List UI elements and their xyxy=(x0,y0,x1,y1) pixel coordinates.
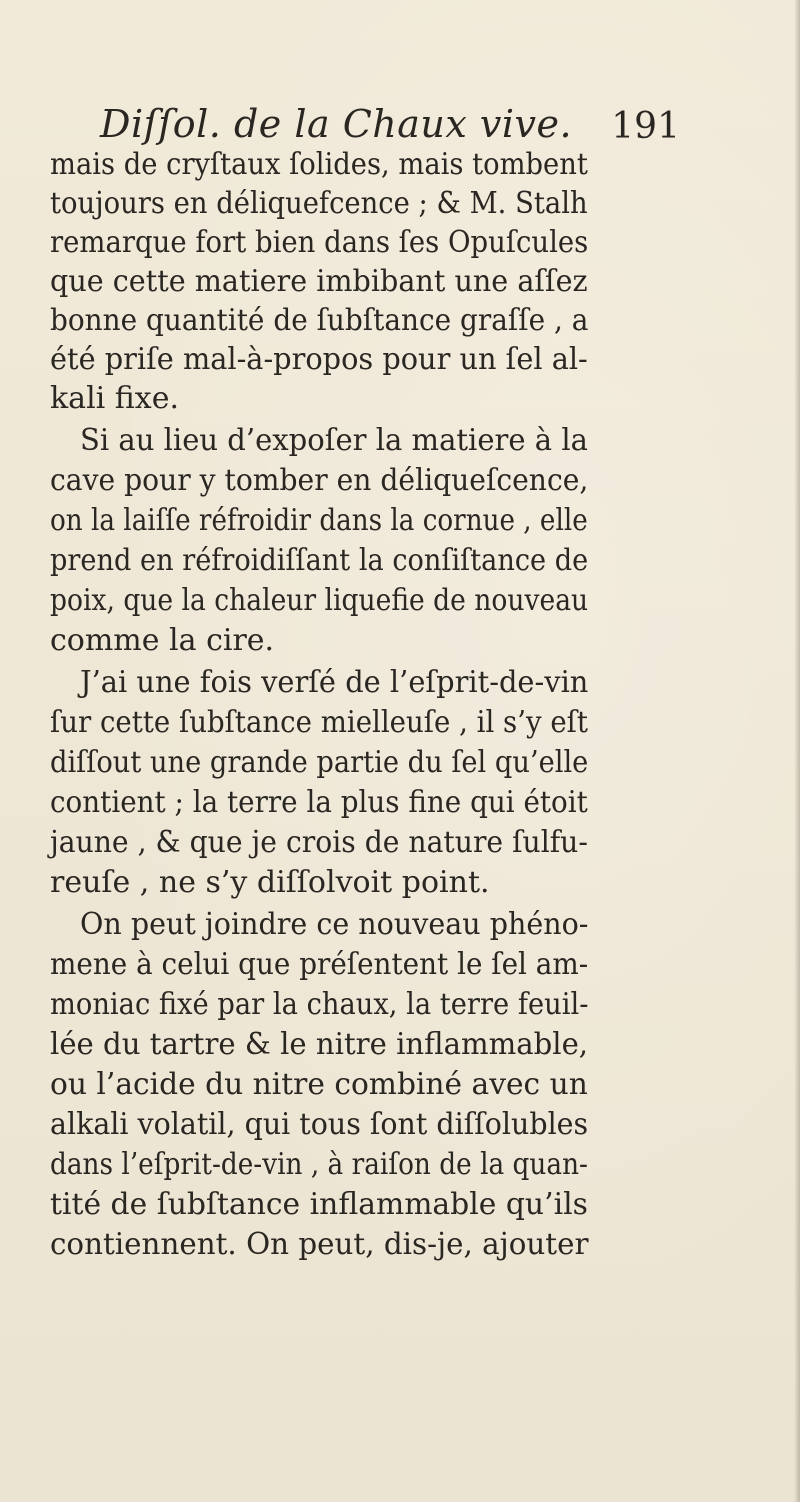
text-line: contient ; la terre la plus fine qui étoit xyxy=(50,785,588,820)
text-line: ou l’acide du nitre combiné avec un xyxy=(50,1067,588,1102)
text-line: kali fixe. xyxy=(50,381,180,416)
paragraph-first-line: Si au lieu d’expoſer la matiere à la xyxy=(80,423,588,458)
text-line: mais de cryſtaux ſolides, mais tombent xyxy=(50,147,588,182)
page-header xyxy=(100,102,680,150)
text-line: cave pour y tomber en déliqueſcence, xyxy=(50,463,589,498)
text-line: prend en réfroidiſſant la conſiſtance de xyxy=(50,543,589,578)
text-line: remarque fort bien dans ſes Opuſcules xyxy=(50,225,589,260)
text-line: ſur cette ſubſtance mielleuſe , il s’y eſt xyxy=(50,705,588,740)
text-line: moniac fixé par la chaux, la terre feuil- xyxy=(50,987,589,1022)
text-line: jaune , & que je crois de nature ſulfu- xyxy=(50,825,588,860)
text-line: contiennent. On peut, dis-je, ajouter xyxy=(50,1227,589,1262)
paragraph-first-line: J’ai une fois verſé de l’eſprit-de-vin xyxy=(80,665,589,700)
text-line: toujours en déliquefcence ; & M. Stalh xyxy=(50,186,588,221)
text-line: dans l’eſprit-de-vin , à raiſon de la quan- xyxy=(50,1147,588,1182)
text-line: que cette matiere imbibant une aſſez xyxy=(50,264,588,299)
text-line: tité de ſubſtance inflammable qu’ils xyxy=(50,1187,588,1222)
text-line: comme la cire. xyxy=(50,623,275,658)
page-edge-shadow xyxy=(794,0,800,1502)
text-line: mene à celui que préſentent le ſel am- xyxy=(50,947,589,982)
text-line: alkali volatil, qui tous ſont diſſolubles xyxy=(50,1107,589,1142)
body-text xyxy=(50,147,590,1262)
text-line: poix, que la chaleur liquefie de nouveau xyxy=(50,583,589,618)
text-line: lée du tartre & le nitre inflammable, xyxy=(50,1027,589,1062)
running-head: Diſſol. de la Chaux vive. xyxy=(100,102,573,146)
paragraph-first-line: On peut joindre ce nouveau phéno- xyxy=(80,907,589,942)
text-line: reuſe , ne s’y diſſolvoit point. xyxy=(50,865,490,900)
text-line: bonne quantité de ſubſtance graſſe , a xyxy=(50,303,589,338)
text-line: été priſe mal-à-propos pour un ſel al- xyxy=(50,342,588,377)
text-line: on la laiſſe réfroidir dans la cornue , elle xyxy=(50,503,588,538)
page-number: 191 xyxy=(611,106,680,147)
text-line: diſſout une grande partie du ſel qu’elle xyxy=(50,745,589,780)
